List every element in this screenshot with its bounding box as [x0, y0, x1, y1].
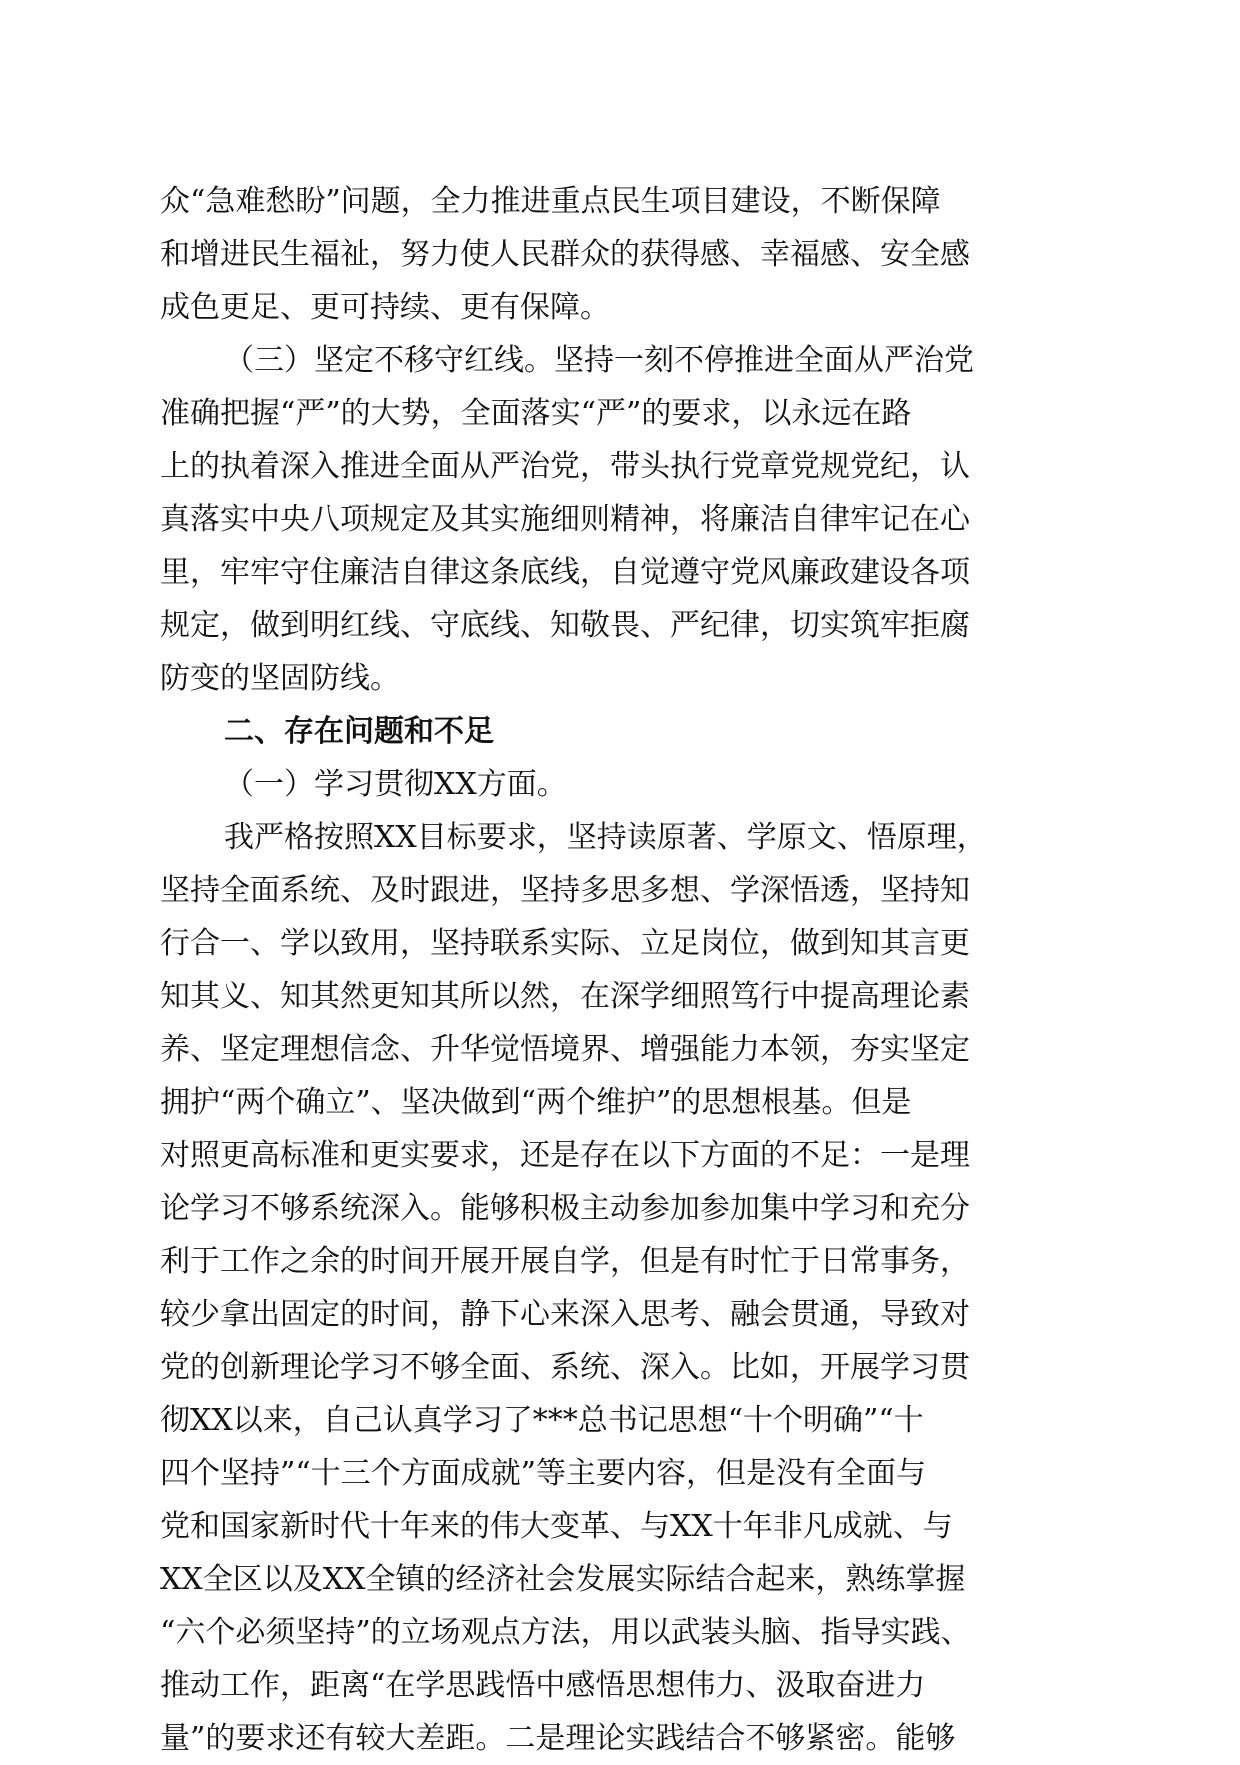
paragraph-line: 众“急难愁盼”问题，全力推进重点民生项目建设，不断保障: [160, 184, 941, 219]
paragraph-line: 准确把握“严”的大势，全面落实“严”的要求，以永远在路: [160, 396, 912, 431]
paragraph-line: XX全区以及XX全镇的经济社会发展实际结合起来，熟练掌握: [160, 1562, 966, 1597]
paragraph-line: 知其义、知其然更知其所以然，在深学细照笃行中提高理论素: [160, 979, 970, 1014]
paragraph-line: 利于工作之余的时间开展开展自学，但是有时忙于日常事务，: [160, 1244, 970, 1279]
paragraph-line: 拥护“两个确立”、坚决做到“两个维护”的思想根基。但是: [160, 1085, 912, 1120]
subsection-heading: （一）学习贯彻XX方面。: [224, 767, 567, 802]
section-heading: 二、存在问题和不足: [224, 714, 494, 749]
paragraph-line: 里，牢牢守住廉洁自律这条底线，自觉遵守党风廉政建设各项: [160, 555, 970, 590]
paragraph-line: 论学习不够系统深入。能够积极主动参加参加集中学习和充分: [160, 1191, 970, 1226]
paragraph-line: 和增进民生福祉，努力使人民群众的获得感、幸福感、安全感: [160, 237, 970, 272]
paragraph-line: （三）坚定不移守红线。坚持一刻不停推进全面从严治党: [224, 343, 974, 378]
paragraph-line: 坚持全面系统、及时跟进，坚持多思多想、学深悟透，坚持知: [160, 873, 970, 908]
paragraph-line: 较少拿出固定的时间，静下心来深入思考、融会贯通，导致对: [160, 1297, 970, 1332]
paragraph-line: 防变的坚固防线。: [160, 661, 400, 696]
paragraph-line: 党和国家新时代十年来的伟大变革、与XX十年非凡成就、与: [160, 1509, 953, 1544]
paragraph-line: 对照更高标准和更实要求，还是存在以下方面的不足：一是理: [160, 1138, 970, 1173]
paragraph-line: 成色更足、更可持续、更有保障。: [160, 290, 610, 325]
paragraph-line: “六个必须坚持”的立场观点方法，用以武装头脑、指导实践、: [160, 1615, 971, 1650]
paragraph-line: 规定，做到明红线、守底线、知敬畏、严纪律，切实筑牢拒腐: [160, 608, 970, 643]
paragraph-line: 量”的要求还有较大差距。二是理论实践结合不够紧密。能够: [160, 1721, 956, 1756]
paragraph-line: 养、坚定理想信念、升华觉悟境界、增强能力本领，夯实坚定: [160, 1032, 970, 1067]
paragraph-line: 行合一、学以致用，坚持联系实际、立足岗位，做到知其言更: [160, 926, 970, 961]
paragraph-line: 四个坚持”“十三个方面成就”等主要内容，但是没有全面与: [160, 1456, 927, 1491]
paragraph-line: 彻XX以来，自己认真学习了***总书记思想“十个明确”“十: [160, 1403, 924, 1438]
paragraph-line: 党的创新理论学习不够全面、系统、深入。比如，开展学习贯: [160, 1350, 970, 1385]
paragraph-line: 我严格按照XX目标要求，坚持读原著、学原文、悟原理，: [224, 820, 987, 855]
paragraph-line: 上的执着深入推进全面从严治党，带头执行党章党规党纪，认: [160, 449, 970, 484]
paragraph-line: 推动工作，距离“在学思践悟中感悟思想伟力、汲取奋进力: [160, 1668, 926, 1703]
paragraph-line: 真落实中央八项规定及其实施细则精神，将廉洁自律牢记在心: [160, 502, 970, 537]
